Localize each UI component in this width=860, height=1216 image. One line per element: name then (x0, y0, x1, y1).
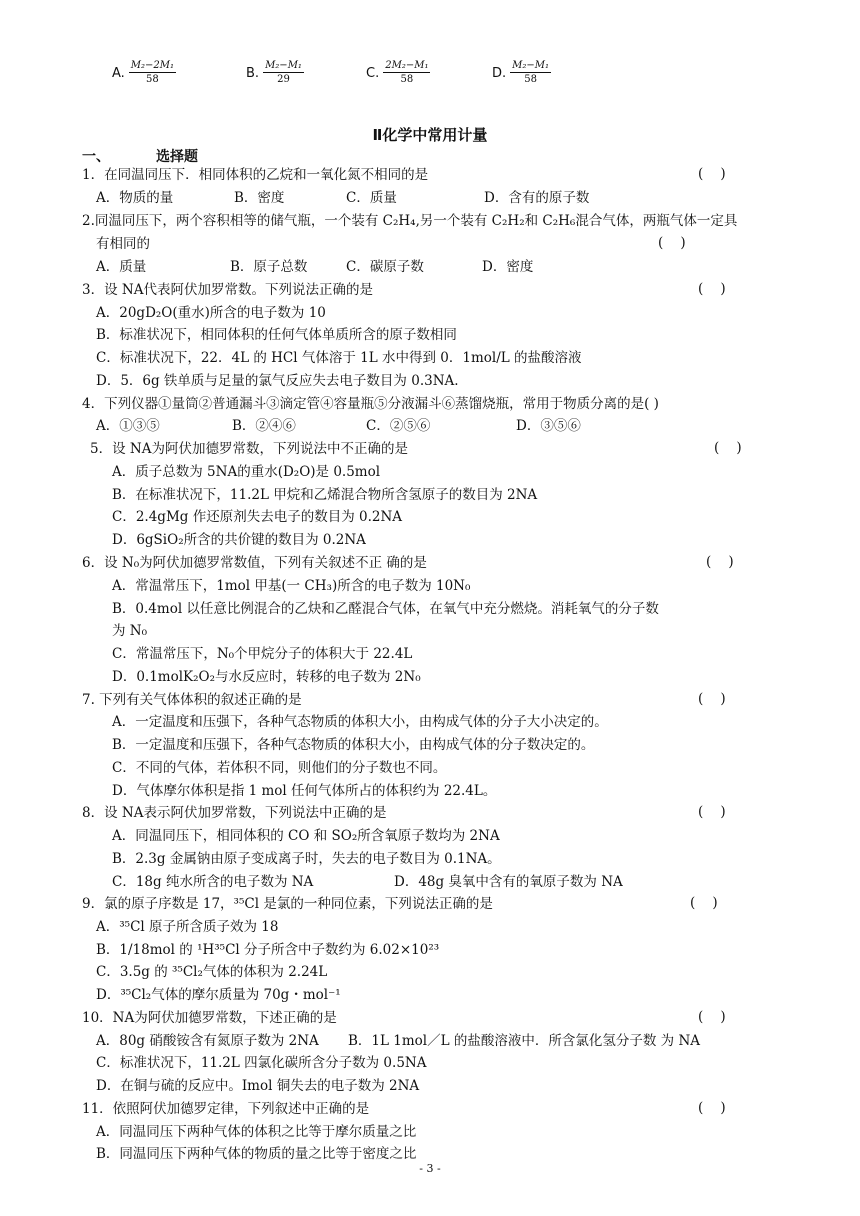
option-a: A．同温同压下两种气体的体积之比等于摩尔质量之比 (96, 1124, 417, 1140)
option-b-cont: 为 N₀ (112, 623, 148, 639)
section-label: 选择题 (156, 149, 198, 165)
option-a: A．³⁵Cl 原子所含质子效为 18 (96, 919, 279, 935)
answer-blank: ( ) (698, 804, 726, 820)
option-label: C. (366, 65, 380, 81)
option-c: C．标准状况下，11.2L 四氯化碳所含分子数为 0.5NA (96, 1055, 427, 1071)
question-8: 8．设 NA表示阿伏加罗常数，下列说法中正确的是 (82, 805, 387, 821)
question-10-options-ab (96, 1032, 700, 1050)
option-a: A．常温常压下，1mol 甲基(一 CH₃)所含的电子数为 10N₀ (112, 578, 471, 594)
option: C．碳原子数 (346, 259, 424, 275)
answer-blank: ( ) (706, 554, 734, 570)
option: A．物质的量 (96, 190, 174, 206)
answer-blank: ( ) (698, 691, 726, 707)
option-b: B．在标准状况下，11.2L 甲烷和乙烯混合物所含氢原子的数目为 2NA (112, 487, 538, 503)
option-d: D．48g 臭氧中含有的氧原子数为 NA (394, 874, 623, 890)
question-1: 1．在同温同压下．相同体积的乙烷和一氧化氮不相同的是 (82, 167, 429, 183)
question-5: 5．设 NA为阿伏加德罗常数，下列说法中不正确的是 (90, 441, 408, 457)
question-1-options (96, 189, 589, 207)
option-label: A. (112, 65, 125, 81)
answer-blank: ( ) (690, 895, 718, 911)
answer-blank: ( ) (698, 166, 726, 182)
option-b: B．标准状况下，相同体积的任何气体单质所含的原子数相同 (96, 327, 457, 343)
numerator: M₂−M₁ (512, 60, 550, 71)
answer-blank: ( ) (658, 235, 686, 251)
question-7: 7. 下列有关气体体积的叙述正确的是 (82, 692, 302, 708)
option-b: B．同温同压下两种气体的物质的量之比等于密度之比 (96, 1146, 417, 1162)
option-a: A．80g 硝酸铵含有氮原子数为 2NA (96, 1033, 319, 1049)
question-8-options-cd (112, 873, 623, 891)
option-c: C．标准状况下，22．4L 的 HCl 气体溶于 1L 水中得到 0．1mol/L 的盐酸溶液 (96, 350, 582, 366)
answer-blank: ( ) (698, 281, 726, 297)
section-title: Ⅱ化学中常用计量 (372, 126, 488, 144)
question-3: 3．设 NA代表阿伏加罗常数。下列说法正确的是 (82, 282, 373, 298)
option-a: A．一定温度和压强下，各种气态物质的体积大小，由构成气体的分子大小决定的。 (112, 714, 608, 730)
page-number: - 3 - (419, 1162, 441, 1175)
denominator: 58 (524, 74, 537, 85)
option: D．密度 (482, 259, 534, 275)
option-d: D．5．6g 铁单质与足量的氯气反应失去电子数目为 0.3NA. (96, 373, 459, 389)
option-a: A．质子总数为 5NA的重水(D₂O)是 0.5mol (112, 464, 381, 480)
denominator: 29 (277, 74, 290, 85)
question-4: 4．下列仪器①量筒②普通漏斗③滴定管④容量瓶⑤分液漏斗⑥蒸馏烧瓶，常用于物质分离的是( ) (82, 396, 659, 412)
option-a: A．同温同压下，相同体积的 CO 和 SO₂所含氧原子数均为 2NA (112, 828, 500, 844)
option-b: B．1/18mol 的 ¹H³⁵Cl 分子所含中子数约为 6.02×10²³ (96, 942, 440, 958)
option-d: D．6gSiO₂所含的共价键的数目为 0.2NA (112, 532, 366, 548)
answer-blank: ( ) (698, 1009, 726, 1025)
question-10: 10．NA为阿伏加德罗常数，下述正确的是 (82, 1010, 337, 1026)
numerator: M₂−M₁ (265, 60, 302, 71)
fraction (263, 60, 304, 86)
answer-blank: ( ) (698, 1100, 726, 1116)
option: C．②⑤⑥ (366, 418, 431, 434)
option-a: A．20gD₂O(重水)所含的电子数为 10 (96, 305, 326, 321)
option-c: C．常温常压下，N₀个甲烷分子的体积大于 22.4L (112, 646, 413, 662)
fraction (383, 60, 430, 86)
question-6: 6．设 N₀为阿伏加德罗常数值，下列有关叙述不正 确的是 (82, 555, 427, 571)
denominator: 58 (400, 74, 414, 85)
option-d: D．0.1molK₂O₂与水反应时，转移的电子数为 2N₀ (112, 669, 421, 685)
option: A．质量 (96, 259, 147, 275)
option-label: D. (492, 65, 507, 81)
option-c: C．18g 纯水所含的电子数为 NA (112, 874, 314, 890)
section-number: 一、 (82, 149, 110, 165)
fraction-option-d (492, 60, 551, 86)
fraction-option-c (366, 60, 430, 86)
fraction-option-a (112, 60, 176, 86)
option-b: B．一定温度和压强下，各种气态物质的体积大小，由构成气体的分子数决定的。 (112, 737, 595, 753)
question-2: 2.同温同压下，两个容积相等的储气瓶，一个装有 C₂H₄,另一个装有 C₂H₂和 C₂H₆混合气体，两瓶气体一定具 (82, 213, 738, 229)
option: D．③⑤⑥ (516, 418, 581, 434)
option-c: C．不同的气体，若体积不同，则他们的分子数也不同。 (112, 760, 447, 776)
option: D．含有的原子数 (484, 190, 590, 206)
question-11: 11．依照阿伏加德罗定律，下列叙述中正确的是 (82, 1101, 370, 1117)
question-2-cont: 有相同的 (96, 236, 150, 252)
option-c: C．3.5g 的 ³⁵Cl₂气体的体积为 2.24L (96, 964, 328, 980)
fraction (129, 60, 176, 86)
fraction-option-b (246, 60, 304, 86)
option-b: B．1L 1mol／L 的盐酸溶液中．所含氯化氢分子数 为 NA (348, 1033, 701, 1049)
option-d: D．气体摩尔体积是指 1 mol 任何气体所占的体积约为 22.4L。 (112, 783, 497, 799)
option: B．原子总数 (230, 259, 308, 275)
fraction-answer-options (112, 60, 632, 96)
option: A．①③⑤ (96, 418, 160, 434)
option-d: D．³⁵Cl₂气体的摩尔质量为 70g・mol⁻¹ (96, 987, 341, 1003)
question-2-options (96, 258, 533, 276)
section-heading (82, 146, 198, 166)
option: B．密度 (234, 190, 285, 206)
answer-blank: ( ) (714, 440, 742, 456)
fraction (510, 60, 551, 86)
numerator: M₂−2M₁ (130, 60, 175, 71)
option-b: B．2.3g 金属钠由原子变成离子时，失去的电子数目为 0.1NA。 (112, 851, 501, 867)
option-c: C．2.4gMg 作还原剂失去电子的数目为 0.2NA (112, 509, 403, 525)
option: C．质量 (346, 190, 397, 206)
option: B．②④⑥ (232, 418, 296, 434)
question-9: 9．氯的原子序数是 17，³⁵Cl 是氯的一种同位素，下列说法正确的是 (82, 896, 493, 912)
numerator: 2M₂−M₁ (385, 60, 429, 71)
denominator: 58 (146, 74, 159, 85)
option-d: D．在铜与硫的反应中。Imol 铜失去的电子数为 2NA (96, 1078, 420, 1094)
question-4-options (96, 417, 581, 435)
option-label: B. (246, 65, 260, 81)
option-b: B．0.4mol 以任意比例混合的乙炔和乙醛混合气体，在氧气中充分燃烧。消耗氧气的分子数 (112, 601, 659, 617)
